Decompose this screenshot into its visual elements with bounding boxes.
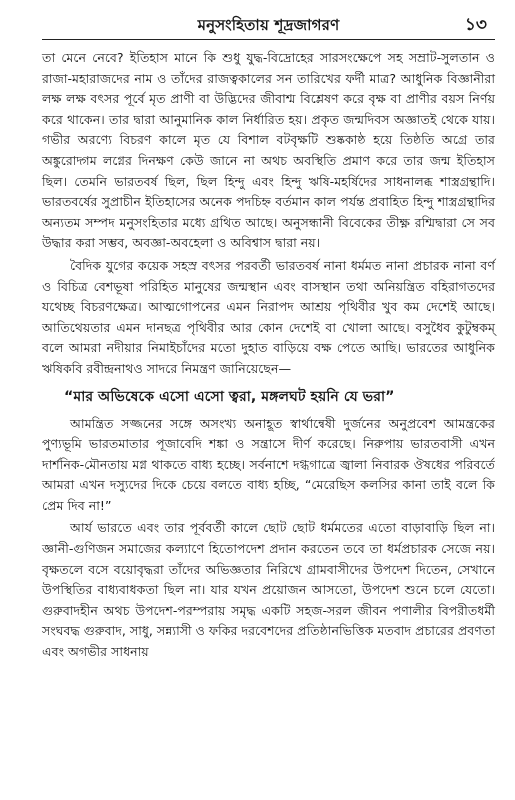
running-title: মনুসংহিতায় শূদ্রজাগরণ [197, 16, 340, 34]
paragraph-1: তা মেনে নেবে? ইতিহাস মানে কি শুধু যুদ্ধ-বিদ্রোহের সারসংক্ষেপে সহ সম্রাট-সুলতান ও রাজা-মহারাজদের নাম ও তাঁদের রাজত্বকালের সন তারিখের ফর্দী মাত্র? আধুনিক বিজ্ঞানীরা লক্ষ লক্ষ বৎসর পূর্বে মৃত প্রাণী বা উদ্ভিদের জীবাশ্ম বিশ্লেষণ করে বৃক্ষ বা প্রাণীর বয়স নির্ণয় করে থাকেন। তার দ্বারা আনুমানিক কাল নির্ধারিত হয়। প্রকৃত জন্মদিবস অজ্ঞাতই থেকে যায়। গভীর অরণ্যে বিচরণ কালে মৃত যে বিশাল বটবৃক্ষটি শুষ্ককাষ্ঠ হয়ে তিষ্ঠতি অগ্রে তার অঙ্কুরোদ্গম লগ্নের দিনক্ষণ কেউ জানে না অথচ অবস্থিতি প্রমাণ করে তার জন্ম ইতিহাস ছিল। তেমনি ভারতবর্ষ ছিল, ছিল হিন্দু এবং হিন্দু ঋষি-মহর্ষিদের সাধনালব্ধ শাস্ত্রগ্রন্থাদি। ভারতবর্ষের সুপ্রাচীন ইতিহাসের অনেক পদচিহ্ন বর্তমান কাল পর্যন্ত প্রবাহিত হিন্দু শাস্ত্রগ্রন্থাদির অন্যতম সম্পদ মনুসংহিতার মধ্যে গ্রথিত আছে। অনুসন্ধানী বিবেকের তীক্ষ্ণ রশ্মিদ্বারা সে সব উদ্ধার করা সম্ভব, অবজ্ঞা-অবহেলা ও অবিশ্বাস দ্বারা নয়। [42, 50, 495, 251]
quoted-verse: “মার অভিষেকে এসো এসো ত্বরা, মঙ্গলঘট হয়নি যে ভরা” [64, 388, 395, 405]
paragraph-4: আর্য ভারতে এবং তার পূর্ববর্তী কালে ছোট ছোট ধর্মমতের এতো বাড়াবাড়ি ছিল না। জ্ঞানী-গুণিজন সমাজের কল্যাণে হিতোপদেশ প্রদান করতেন তবে তা ধর্মপ্রচারক সেজে নয়। বৃক্ষতলে বসে বয়োবৃদ্ধরা তাঁদের অভিজ্ঞতার নিরিখে গ্রামবাসীদের উপদেশ দিতেন, সেখানে উপস্থিতির বাধ্যবাধকতা ছিল না। যার যখন প্রয়োজন আসতো, উপদেশ শুনে চলে যেতো। গুরুবাদহীন অথচ উপদেশ-পরম্পরায় সমৃদ্ধ একটি সহজ-সরল জীবন পণালীর বিপরীতধর্মী সংঘবদ্ধ গুরুবাদ, সাধু, সন্ন্যাসী ও ফকির দরবেশদের প্রতিষ্ঠানভিত্তিক মতবাদ প্রচারের প্রবণতা এবং অগভীর সাধনায় [42, 520, 496, 660]
paragraph-2: বৈদিক যুগের কয়েক সহস্র বৎসর পরবর্তী ভারতবর্ষ নানা ধর্মমত নানা প্রচারক নানা বর্ণ ও বিচিত্র বেশভূষা পরিহিত মানুষের জন্মস্থান এবং বাসস্থান তথা অনিয়ন্ত্রিত বহিরাগতদের যথেচ্ছ বিচরণক্ষেত্র। আত্মগোপনের এমন নিরাপদ আশ্রয় পৃথিবীর খুব কম দেশেই আছে। আতিথেয়তার এমন দানছত্র পৃথিবীর আর কোন দেশেই বা খোলা আছে। বসুধৈব কুটুম্বকম্ বলে আমরা নদীয়ার নিমাইচাঁদের মতো দুহাত বাড়িয়ে বক্ষ পেতে আছি। ভারতের আধুনিক ঋষিকবি রবীন্দ্রনাথও সাদরে নিমন্ত্রণ জানিয়েছেন— [42, 257, 495, 376]
page-number: ১৩ [464, 15, 487, 35]
header-rule [42, 39, 495, 40]
paragraph-3: আমন্ত্রিত সজ্জনের সঙ্গে অসংখ্য অনাহূত স্বার্থান্বেষী দুর্জনের অনুপ্রবেশ আমন্ত্রকের পুণ্যভূমি ভারতমাতার পূজাবেদি শঙ্কা ও সন্ত্রাসে দীর্ণ করেছে। নিরুপায় ভারতবাসী এখন দার্শনিক-মৌনতায় মগ্ন থাকতে বাধ্য হচ্ছে। সর্বনাশে দগ্ধগাত্রে জ্বালা নিবারক ঔষধের পরিবর্তে আমরা এখন দস্যুদের দিকে চেয়ে বলতে বাধ্য হচ্ছি, “মেরেছিস কলসির কানা তাই বলে কি প্রেম দিব না!” [42, 415, 495, 513]
page-body [42, 48, 495, 663]
page-header [42, 0, 495, 40]
